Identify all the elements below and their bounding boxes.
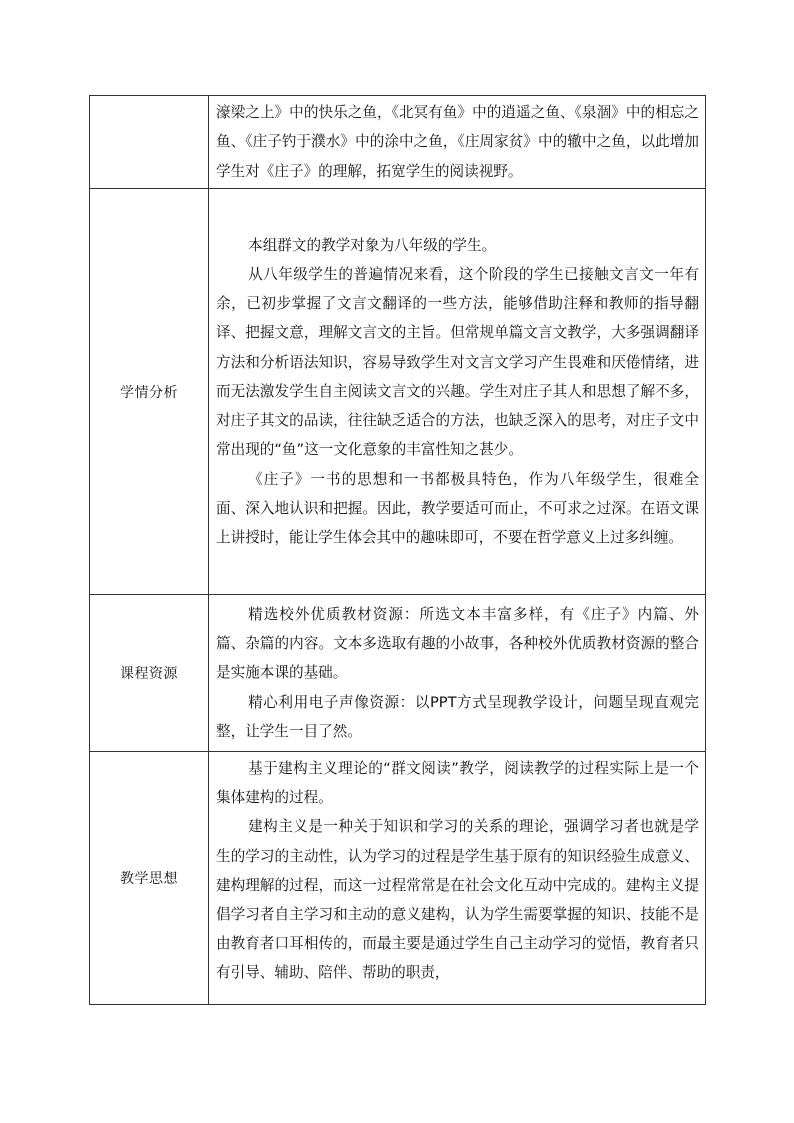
- row-content-teaching-philosophy: [209, 752, 706, 1005]
- table-row-student-analysis: [90, 189, 706, 595]
- paragraph: 《庄子》一书的思想和一书都极具特色，作为八年级学生，很难全面、深入地认识和把握。因此，教学要适可而止，不可求之过深。在语文课上讲授时，能让学生体会其中的趣味即可，不要在哲学意义上过多纠缠。: [216, 470, 699, 546]
- row-label-student-analysis: 学情分析: [90, 189, 209, 595]
- table-row-course-resources: [90, 595, 706, 752]
- row-label-teaching-philosophy: 教学思想: [90, 752, 209, 1005]
- paragraph: 精选校外优质教材资源：所选文本丰富多样，有《庄子》内篇、外篇、杂篇的内容。文本多选取有趣的小故事，各种校外优质教材资源的整合是实施本课的基础。: [216, 605, 699, 682]
- table-row-continuation: [90, 96, 706, 189]
- table-row-teaching-philosophy: [90, 752, 706, 1005]
- paragraph: 本组群文的教学对象为八年级的学生。: [248, 236, 497, 254]
- paragraph: 精心利用电子声像资源：以PPT方式呈现教学设计，问题呈现直观完整，让学生一目了然。: [216, 693, 699, 740]
- row-content-course-resources: [209, 595, 706, 752]
- paragraph: 基于建构主义理论的“群文阅读”教学，阅读教学的过程实际上是一个集体建构的过程。: [216, 760, 699, 807]
- paragraph: 濠梁之上》中的快乐之鱼，《北冥有鱼》中的逍遥之鱼、《泉涸》中的相忘之鱼、《庄子钓于濮水》中的涂中之鱼，《庄周家贫》中的辙中之鱼，以此增加学生对《庄子》的理解，拓宽学生的阅读视野。: [216, 104, 699, 180]
- row-content-student-analysis: [209, 189, 706, 595]
- paragraph: 建构主义是一种关于知识和学习的关系的理论，强调学习者也就是学生的学习的主动性，认为学习的过程是学生基于原有的知识经验生成意义、建构理解的过程，而这一过程常常是在社会文化互动中完成的。建构主义提倡学习者自主学习和主动的意义建构，认为学生需要掌握的知识、技能不是由教育者口耳相传的，而最主要是通过学生自己主动学习的觉悟，教育者只有引导、辅助、陪伴、帮助的职责，: [216, 818, 699, 982]
- lesson-plan-table: [89, 95, 706, 1005]
- row-content-continuation: [209, 96, 706, 189]
- paragraph: 从八年级学生的普遍情况来看，这个阶段的学生已接触文言文一年有余，已初步掌握了文言文翻译的一些方法，能够借助注释和教师的指导翻译、把握文意，理解文言文的主旨。但常规单篇文言文教学，大多强调翻译方法和分析语法知识，容易导致学生对文言文学习产生畏难和厌倦情绪，进而无法激发学生自主阅读文言文的兴趣。学生对庄子其人和思想了解不多，对庄子其文的品读，往往缺乏适合的方法，也缺乏深入的思考，对庄子文中常出现的“鱼”这一文化意象的丰富性知之甚少。: [216, 266, 699, 459]
- row-label-empty: [90, 96, 209, 189]
- row-label-course-resources: 课程资源: [90, 595, 209, 752]
